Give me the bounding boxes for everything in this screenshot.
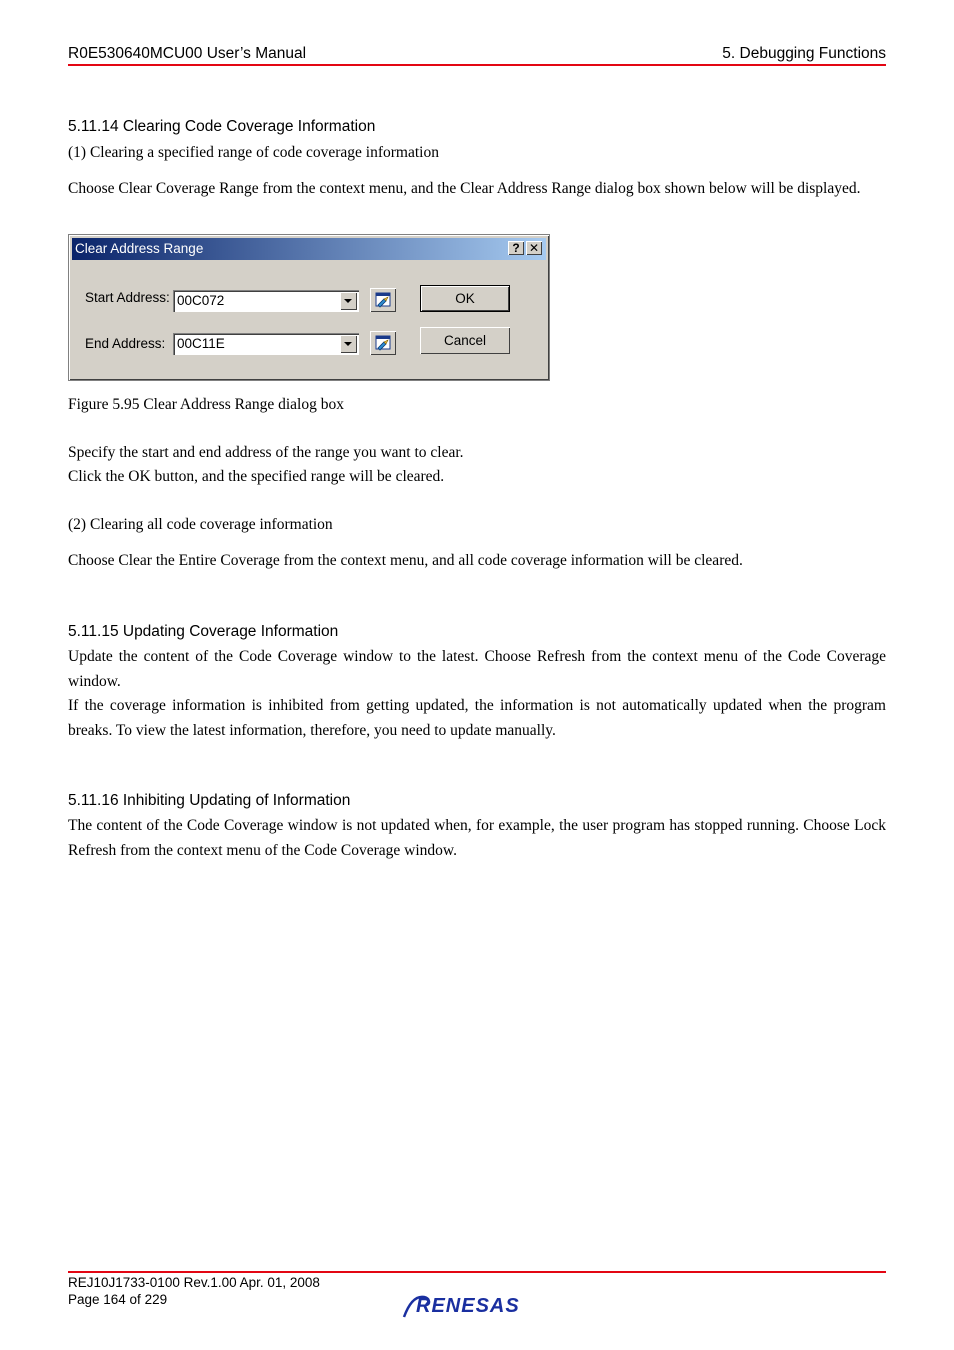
renesas-logo bbox=[402, 1291, 552, 1324]
header-chapter: 5. Debugging Functions bbox=[722, 45, 886, 62]
end-address-combo[interactable] bbox=[173, 333, 359, 355]
paragraph-click-ok: Click the OK button, and the specified range will be cleared. bbox=[68, 468, 445, 485]
footer-rule bbox=[68, 1271, 886, 1273]
cancel-button[interactable]: Cancel bbox=[420, 327, 510, 354]
start-address-combo[interactable] bbox=[173, 290, 359, 312]
header-rule bbox=[68, 64, 886, 66]
chevron-down-icon bbox=[344, 342, 352, 346]
close-button[interactable]: ✕ bbox=[526, 241, 542, 255]
browse-icon bbox=[370, 331, 396, 355]
section-heading-5-11-16: 5.11.16 Inhibiting Updating of Information bbox=[68, 792, 351, 809]
ok-button[interactable]: OK bbox=[420, 285, 510, 312]
dialog-titlebar[interactable] bbox=[72, 238, 546, 260]
start-address-value: 00C072 bbox=[177, 293, 225, 308]
end-address-dropdown[interactable] bbox=[340, 335, 357, 353]
paragraph-update-1: Update the content of the Code Coverage window to the latest. Choose Refresh from the context menu of the Code Coverage window. bbox=[68, 648, 886, 690]
footer-page-number: Page 164 of 229 bbox=[68, 1292, 168, 1307]
footer-doc-info: REJ10J1733-0100 Rev.1.00 Apr. 01, 2008 bbox=[68, 1275, 320, 1290]
chevron-down-icon bbox=[344, 299, 352, 303]
start-address-dropdown[interactable] bbox=[340, 292, 357, 310]
start-address-browse-button[interactable] bbox=[370, 288, 396, 312]
paragraph-clear-all: Choose Clear the Entire Coverage from the context menu, and all code coverage information will be cleared. bbox=[68, 552, 743, 569]
end-address-label: End Address: bbox=[85, 336, 166, 351]
section-heading-5-11-14: 5.11.14 Clearing Code Coverage Information bbox=[68, 118, 376, 135]
clear-address-range-dialog bbox=[68, 234, 550, 381]
header-manual-title: R0E530640MCU00 User’s Manual bbox=[68, 45, 307, 62]
paragraph-specify-range: Specify the start and end address of the range you want to clear. bbox=[68, 444, 464, 461]
paragraph-inhibit: The content of the Code Coverage window is not updated when, for example, the user program has stopped running. Choose Lock Refresh from the context menu of the Code Coverage window. bbox=[68, 817, 886, 859]
figure-caption: Figure 5.95 Clear Address Range dialog box bbox=[68, 396, 344, 413]
section-heading-5-11-15: 5.11.15 Updating Coverage Information bbox=[68, 623, 339, 640]
end-address-browse-button[interactable] bbox=[370, 331, 396, 355]
help-button[interactable]: ? bbox=[508, 241, 524, 255]
subheading-clear-all: (2) Clearing all code coverage information bbox=[68, 516, 333, 533]
start-address-label: Start Address: bbox=[85, 290, 170, 305]
subheading-clear-range: (1) Clearing a specified range of code coverage information bbox=[68, 144, 439, 161]
paragraph-clear-range: Choose Clear Coverage Range from the context menu, and the Clear Address Range dialog box shown below will be displayed. bbox=[68, 180, 861, 197]
browse-icon bbox=[370, 288, 396, 312]
dialog-title: Clear Address Range bbox=[75, 241, 204, 256]
paragraph-update-2: If the coverage information is inhibited from getting updated, the information is not automatically updated when the program breaks. To view the latest information, therefore, you need to update manually. bbox=[68, 697, 886, 739]
svg-text:RENESAS: RENESAS bbox=[416, 1295, 520, 1317]
end-address-value: 00C11E bbox=[177, 336, 225, 351]
